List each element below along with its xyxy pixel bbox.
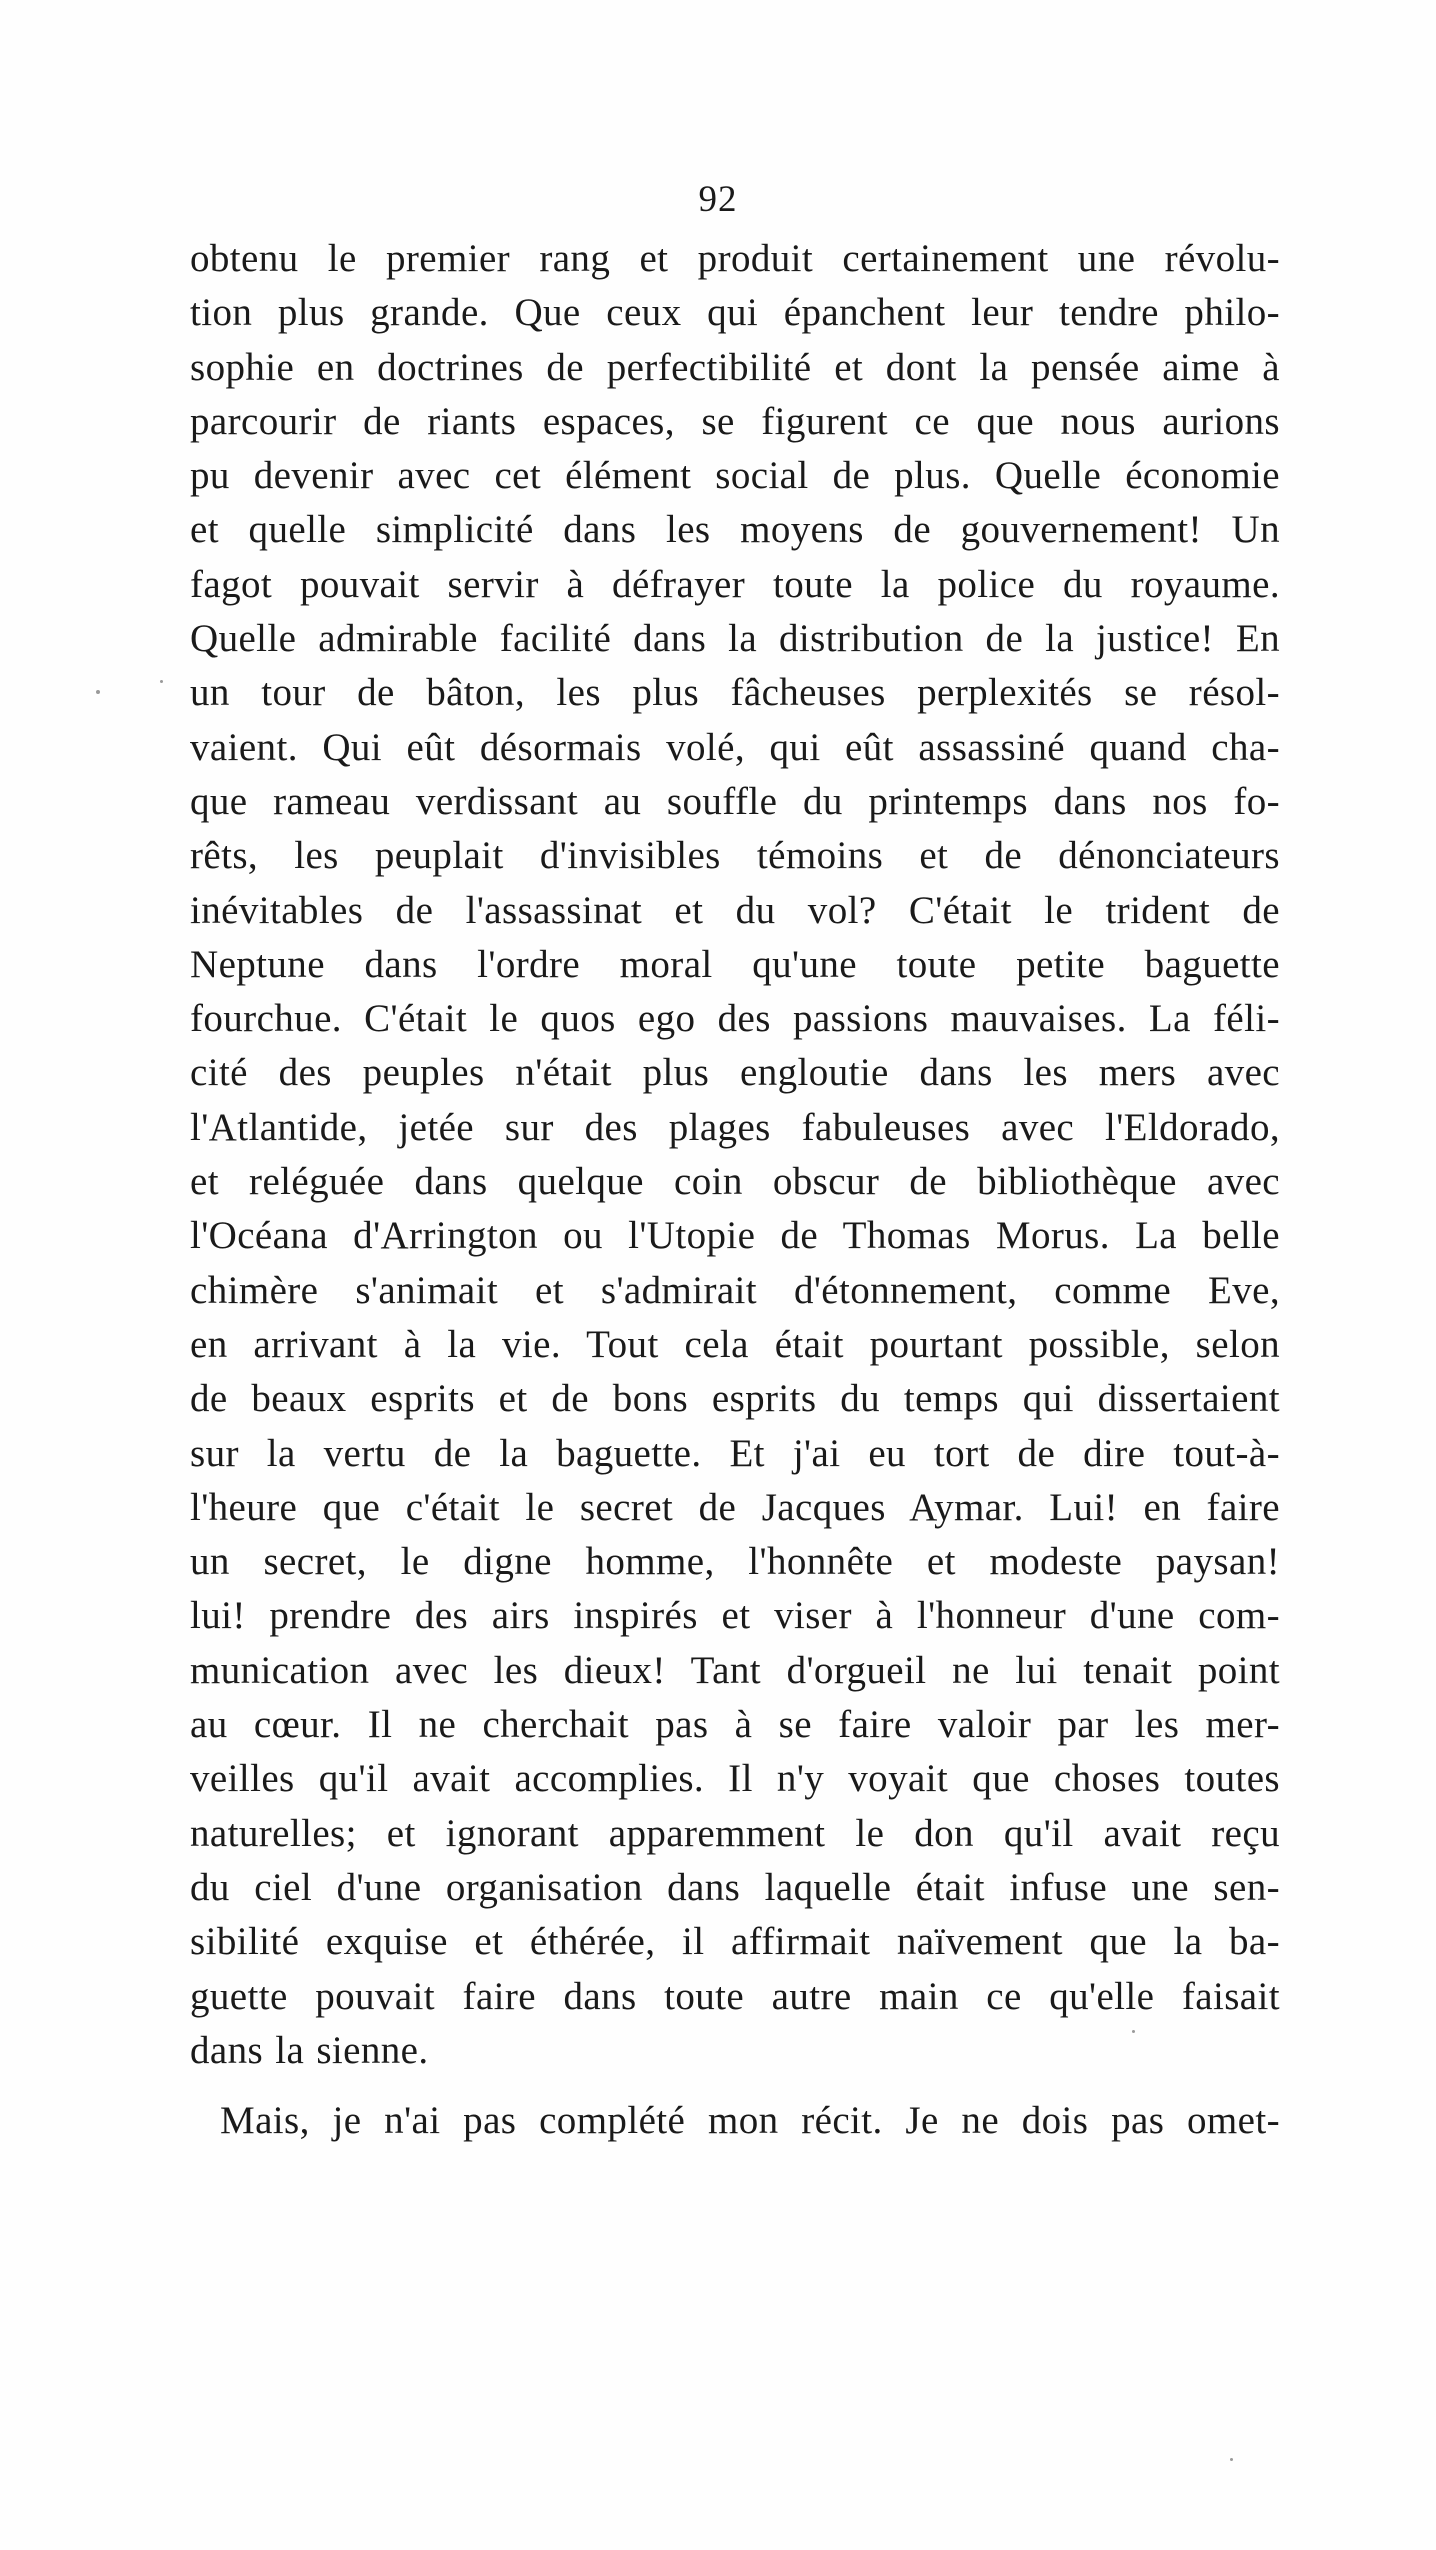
text-line: sur la vertu de la baguette. Et j'ai eu tort de dire tout-à- — [190, 1431, 1280, 1475]
text-line: un secret, le digne homme, l'honnête et modeste paysan! — [190, 1540, 1280, 1584]
text-line: l'Atlantide, jetée sur des plages fabuleuses avec l'Eldorado, — [190, 1105, 1280, 1149]
text-line: sibilité exquise et éthérée, il affirmait naïvement que la ba- — [190, 1920, 1280, 1964]
text-line: de beaux esprits et de bons esprits du temps qui dissertaient — [190, 1377, 1280, 1421]
text-line: rêts, les peuplait d'invisibles témoins et de dénonciateurs — [190, 834, 1280, 878]
page-number: 92 — [698, 179, 738, 220]
text-line: un tour de bâton, les plus fâcheuses perplexités se résol- — [190, 671, 1280, 715]
text-line: Neptune dans l'ordre moral qu'une toute petite baguette — [190, 942, 1280, 986]
paper-speck — [96, 690, 100, 694]
text-line: l'Océana d'Arrington ou l'Utopie de Thomas Morus. La belle — [190, 1214, 1280, 1258]
text-line: veilles qu'il avait accomplies. Il n'y voyait que choses toutes — [190, 1757, 1280, 1801]
text-line: lui! prendre des airs inspirés et viser à l'honneur d'une com- — [190, 1594, 1280, 1638]
text-line: tion plus grande. Que ceux qui épanchent leur tendre philo- — [190, 291, 1280, 335]
text-line: inévitables de l'assassinat et du vol? C'était le trident de — [190, 888, 1280, 932]
text-line: chimère s'animait et s'admirait d'étonnement, comme Eve, — [190, 1268, 1280, 1312]
paper-speck — [160, 680, 163, 683]
text-line: du ciel d'une organisation dans laquelle était infuse une sen- — [190, 1865, 1280, 1909]
text-line: pu devenir avec cet élément social de plus. Quelle économie — [190, 454, 1280, 498]
text-line-paragraph-end: dans la sienne. — [190, 2028, 429, 2072]
body-text — [190, 232, 1280, 2148]
text-line: et quelle simplicité dans les moyens de gouvernement! Un — [190, 508, 1280, 552]
text-line: vaient. Qui eût désormais volé, qui eût assassiné quand cha- — [190, 725, 1280, 769]
paper-speck — [1132, 2030, 1135, 2033]
text-line: au cœur. Il ne cherchait pas à se faire valoir par les mer- — [190, 1703, 1280, 1747]
text-line-new-paragraph: Mais, je n'ai pas complété mon récit. Je ne dois pas omet- — [220, 2099, 1280, 2143]
text-line: en arrivant à la vie. Tout cela était pourtant possible, selon — [190, 1322, 1280, 1366]
text-line: sophie en doctrines de perfectibilité et dont la pensée aime à — [190, 345, 1280, 389]
text-line: fagot pouvait servir à défrayer toute la police du royaume. — [190, 562, 1280, 606]
text-line: Quelle admirable facilité dans la distribution de la justice! En — [190, 617, 1280, 661]
text-line: naturelles; et ignorant apparemment le don qu'il avait reçu — [190, 1811, 1280, 1855]
text-line: cité des peuples n'était plus engloutie dans les mers avec — [190, 1051, 1280, 1095]
text-line: parcourir de riants espaces, se figurent ce que nous aurions — [190, 399, 1280, 443]
text-line: munication avec les dieux! Tant d'orgueil ne lui tenait point — [190, 1648, 1280, 1692]
text-line: que rameau verdissant au souffle du printemps dans nos fo- — [190, 779, 1280, 823]
paragraph-gap — [190, 2078, 1280, 2094]
text-line: et reléguée dans quelque coin obscur de bibliothèque avec — [190, 1160, 1280, 1204]
text-line: obtenu le premier rang et produit certainement une révolu- — [190, 237, 1280, 280]
text-line: fourchue. C'était le quos ego des passions mauvaises. La féli- — [190, 997, 1280, 1041]
paper-speck — [1230, 2458, 1233, 2461]
text-line: guette pouvait faire dans toute autre main ce qu'elle faisait — [190, 1974, 1280, 2018]
text-line: l'heure que c'était le secret de Jacques Aymar. Lui! en faire — [190, 1485, 1280, 1529]
